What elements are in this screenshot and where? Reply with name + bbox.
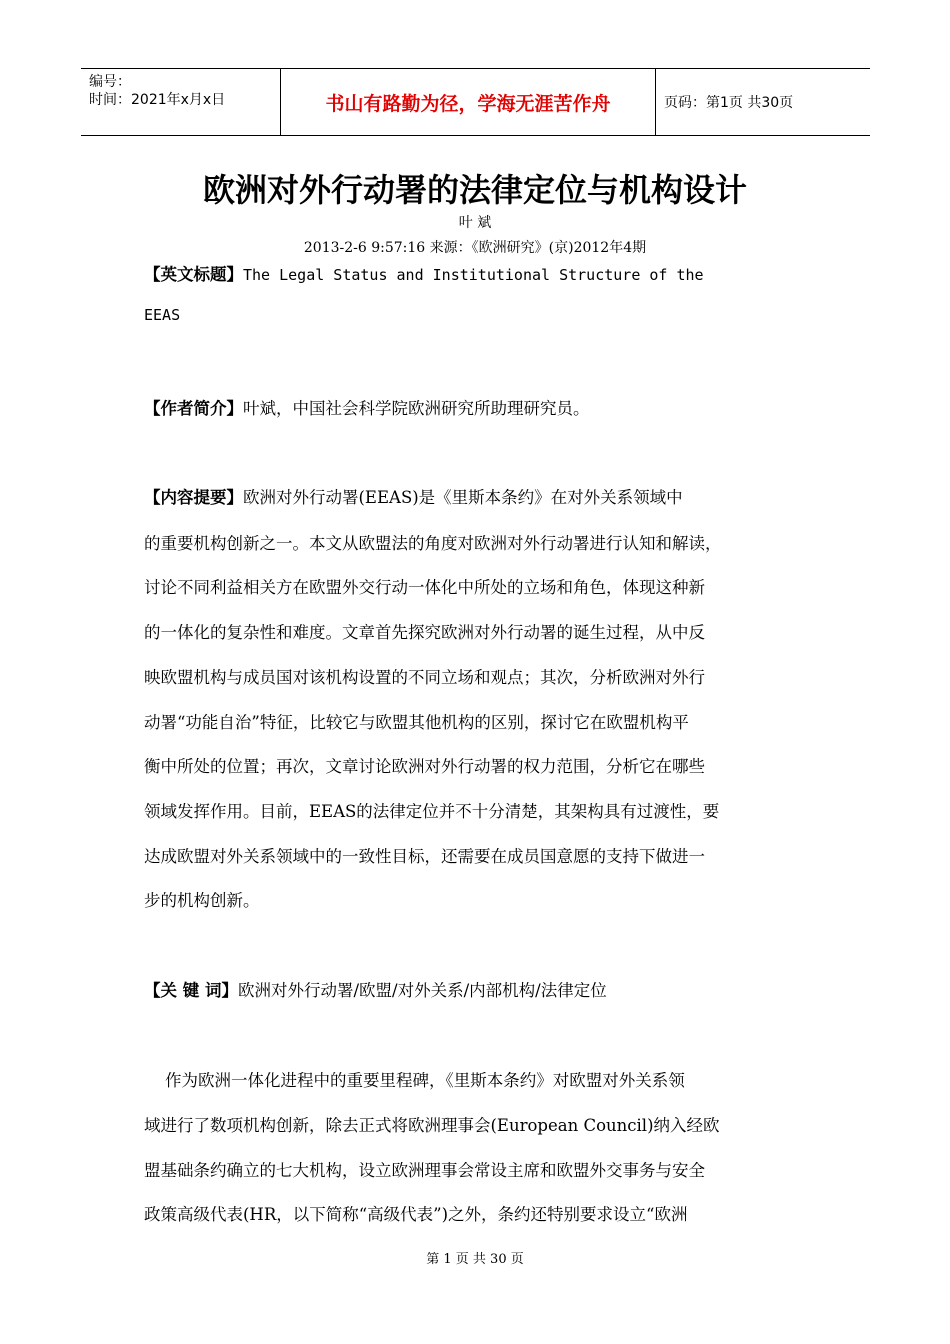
- english-title-text: The Legal Status and Institutional Structure of the: [243, 266, 704, 284]
- keywords-text: 欧洲对外行动署/欧盟/对外关系/内部机构/法律定位: [238, 981, 607, 1000]
- abstract-line: 达成欧盟对外关系领域中的一致性目标，还需要在成员国意愿的支持下做进一: [144, 847, 705, 866]
- body-line: 作为欧洲一体化进程中的重要里程碑，《里斯本条约》对欧盟对外关系领: [144, 1071, 685, 1090]
- author-intro-line: [144, 395, 814, 419]
- header-table: [81, 68, 870, 136]
- keywords-line: [144, 977, 814, 1001]
- english-title-line2: EEAS: [144, 306, 181, 324]
- body-line: 域进行了数项机构创新，除去正式将欧洲理事会(European Council)纳入经欧: [144, 1116, 720, 1135]
- abstract-line: 动署“功能自治”特征，比较它与欧盟其他机构的区别，探讨它在欧盟机构平: [144, 713, 689, 732]
- abstract-text: 欧洲对外行动署(EEAS)是《里斯本条约》在对外关系领域中: [243, 488, 683, 507]
- number-label: 编号：: [89, 74, 131, 90]
- abstract-line: 的一体化的复杂性和难度。文章首先探究欧洲对外行动署的诞生过程，从中反: [144, 623, 705, 642]
- motto: 书山有路勤为径，学海无涯苦作舟: [281, 69, 656, 135]
- keywords-label: 【关 键 词】: [144, 981, 238, 1000]
- page-footer: 第 1 页 共 30 页: [426, 1252, 524, 1267]
- body-line: 政策高级代表(HR，以下简称“高级代表”)之外，条约还特别要求设立“欧洲: [144, 1205, 688, 1224]
- english-title-line: [144, 261, 814, 285]
- abstract-line: 衡中所处的位置；再次，文章讨论欧洲对外行动署的权力范围，分析它在哪些: [144, 757, 705, 776]
- abstract-line: [144, 484, 814, 508]
- header-left-cell: [81, 69, 281, 135]
- abstract-line: 的重要机构创新之一。本文从欧盟法的角度对欧洲对外行动署进行认知和解读，: [144, 534, 722, 553]
- date-label: 时间：2021年x月x日: [89, 92, 226, 108]
- author-intro-label: 【作者简介】: [144, 399, 243, 418]
- abstract-line: 讨论不同利益相关方在欧盟外交行动一体化中所处的立场和角色，体现这种新: [144, 578, 705, 597]
- page-info: 页码：第1页 共30页: [664, 95, 794, 111]
- abstract-line: 映欧盟机构与成员国对该机构设置的不同立场和观点；其次，分析欧洲对外行: [144, 668, 705, 687]
- abstract-line: 步的机构创新。: [144, 891, 260, 910]
- abstract-line: 领域发挥作用。目前，EEAS的法律定位并不十分清楚，其架构具有过渡性，要: [144, 802, 720, 821]
- article-author: 叶 斌: [458, 215, 492, 231]
- article-meta: 2013-2-6 9:57:16 来源：《欧洲研究》(京)2012年4期: [303, 240, 647, 256]
- abstract-label: 【内容提要】: [144, 488, 243, 507]
- author-intro-text: 叶斌，中国社会科学院欧洲研究所助理研究员。: [243, 399, 590, 418]
- body-line: 盟基础条约确立的七大机构，设立欧洲理事会常设主席和欧盟外交事务与安全: [144, 1161, 705, 1180]
- english-title-label: 【英文标题】: [144, 265, 243, 284]
- article-title: 欧洲对外行动署的法律定位与机构设计: [202, 171, 747, 209]
